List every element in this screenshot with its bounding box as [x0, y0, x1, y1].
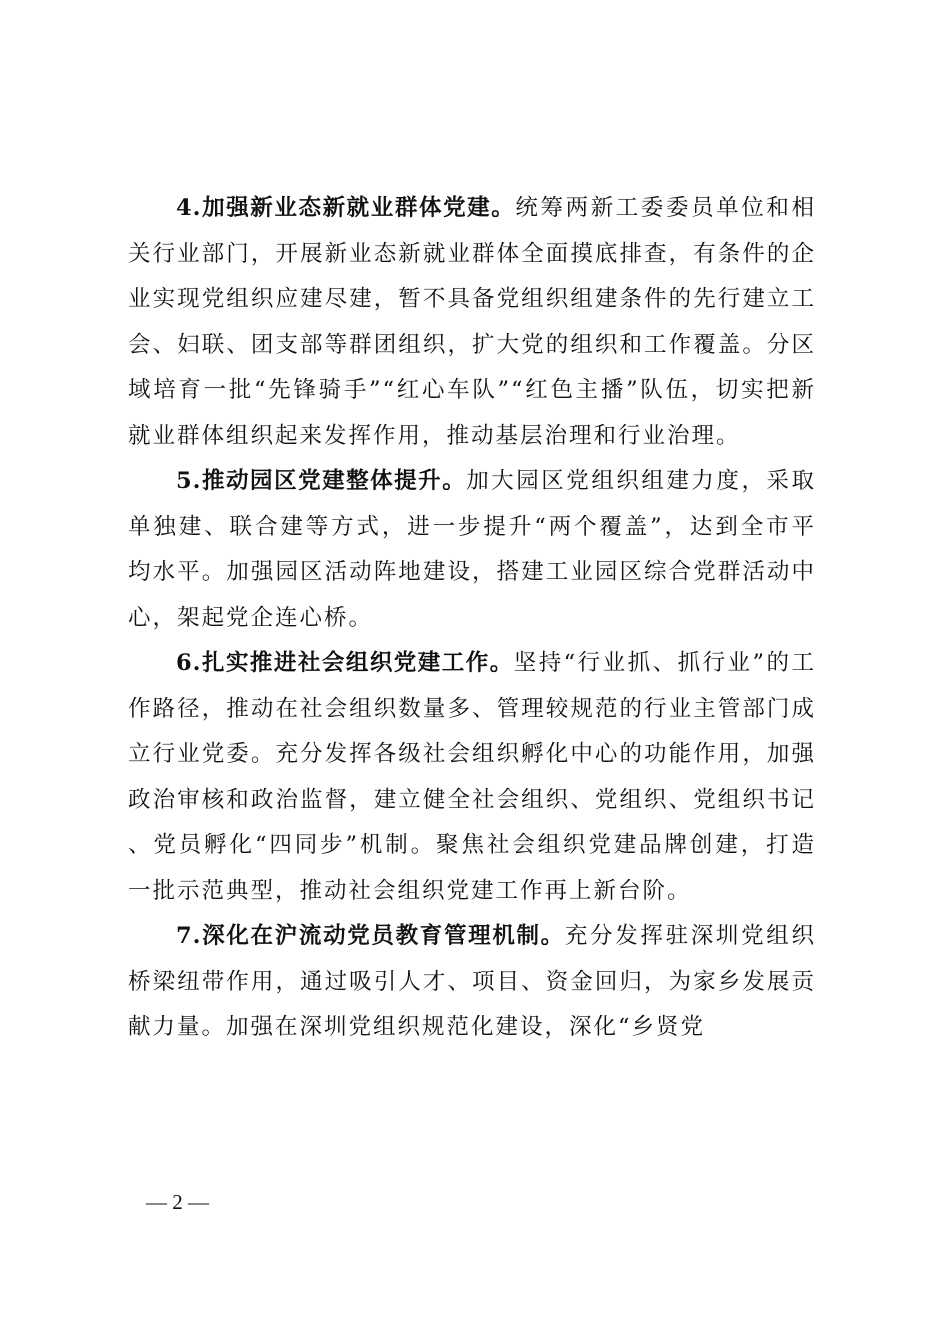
paragraph-heading: 6.扎实推进社会组织党建工作。: [176, 650, 514, 676]
paragraph-5: [128, 459, 816, 641]
paragraph-text: 加大园区党组织组建力度，采取单独建、联合建等方式，进一步提升“两个覆盖”，达到全市平均水平。加强园区活动阵地建设，搭建工业园区综合党群活动中心，架起党企连心桥。: [128, 468, 816, 631]
document-body: [128, 186, 816, 1051]
paragraph-heading: 4.加强新业态新就业群体党建。: [176, 195, 516, 221]
paragraph-text: 充分发挥驻深圳党组织桥梁纽带作用，通过吸引人才、项目、资金回归，为家乡发展贡献力量。加强在深圳党组织规范化建设，深化“乡贤党: [128, 923, 816, 1040]
paragraph-6: [128, 641, 816, 914]
paragraph-text: 统筹两新工委委员单位和相关行业部门，开展新业态新就业群体全面摸底排查，有条件的企业实现党组织应建尽建，暂不具备党组织组建条件的先行建立工会、妇联、团支部等群团组织，扩大党的组织和工作覆盖。分区域培育一批“先锋骑手”“红心车队”“红色主播”队伍，切实把新就业群体组织起来发挥作用，推动基层治理和行业治理。: [128, 195, 816, 449]
page-number: — 2 —: [146, 1190, 209, 1214]
paragraph-heading: 7.深化在沪流动党员教育管理机制。: [176, 923, 565, 949]
paragraph-7: [128, 914, 816, 1051]
paragraph-heading: 5.推动园区党建整体提升。: [176, 468, 467, 494]
paragraph-text: 坚持“行业抓、抓行业”的工作路径，推动在社会组织数量多、管理较规范的行业主管部门成立行业党委。充分发挥各级社会组织孵化中心的功能作用，加强政治审核和政治监督，建立健全社会组织、党组织、党组织书记、党员孵化“四同步”机制。聚焦社会组织党建品牌创建，打造一批示范典型，推动社会组织党建工作再上新台阶。: [128, 650, 816, 904]
paragraph-4: [128, 186, 816, 459]
